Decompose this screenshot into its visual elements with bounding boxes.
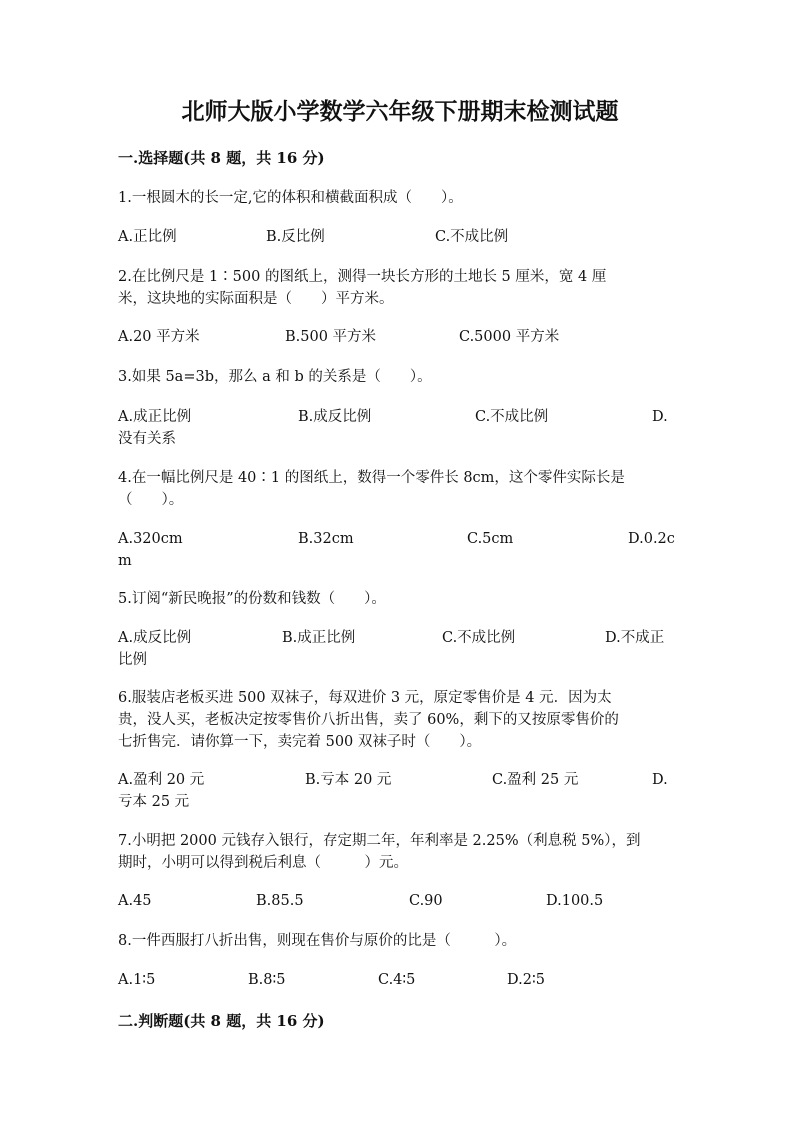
- question-6-options: [118, 769, 678, 813]
- question-line: 期时，小明可以得到税后利息（ ）元。: [118, 855, 408, 871]
- option-a: A.20 平方米: [118, 329, 200, 345]
- option-d-wrap: 比例: [118, 652, 147, 668]
- option-a: A.320cm: [118, 531, 183, 547]
- question-line: 3.如果 5a=3b，那么 a 和 b 的关系是（ ）。: [118, 369, 432, 385]
- option-b: B.500 平方米: [285, 329, 377, 345]
- option-d: D.不成正: [605, 630, 665, 646]
- question-line: 1.一根圆木的长一定,它的体积和横截面积成（ ）。: [118, 190, 463, 206]
- option-c: C.5cm: [467, 531, 514, 547]
- option-c: C.盈利 25 元: [492, 772, 579, 788]
- question-2-options: [118, 326, 678, 370]
- option-b: B.85.5: [256, 893, 304, 909]
- option-b: B.反比例: [266, 229, 325, 245]
- option-b: B.成反比例: [298, 409, 372, 425]
- question-7-options: [118, 890, 678, 934]
- question-1-options: [118, 226, 678, 270]
- option-d: D.2∶5: [507, 972, 545, 988]
- question-8-stem: [118, 930, 678, 952]
- option-c: C.不成比例: [435, 229, 509, 245]
- option-c: C.5000 平方米: [459, 329, 560, 345]
- option-a: A.45: [118, 893, 152, 909]
- option-d: D.: [652, 409, 668, 425]
- page-title: 北师大版小学数学六年级下册期末检测试题: [181, 98, 619, 125]
- question-line: 贵，没人买，老板决定按零售价八折出售，卖了 60%，剩下的又按原零售价的: [118, 712, 619, 728]
- option-b: B.成正比例: [282, 630, 356, 646]
- question-3-options: [118, 406, 678, 450]
- question-line: 4.在一幅比例尺是 40∶1 的图纸上，数得一个零件长 8cm，这个零件实际长是: [118, 470, 625, 486]
- question-4-options: [118, 528, 678, 572]
- question-6-stem: [118, 687, 678, 753]
- option-b: B.32cm: [298, 531, 354, 547]
- option-d-wrap: 亏本 25 元: [118, 794, 190, 810]
- option-c: C.90: [409, 893, 443, 909]
- option-c: C.不成比例: [442, 630, 516, 646]
- question-8-options: [118, 969, 678, 1013]
- question-3-stem: [118, 366, 678, 388]
- question-line: 7.小明把 2000 元钱存入银行，存定期二年，年利率是 2.25%（利息税 5%），到: [118, 833, 641, 849]
- question-4-stem: [118, 467, 678, 511]
- question-7-stem: [118, 830, 678, 874]
- option-d-wrap: 没有关系: [118, 431, 176, 447]
- option-a: A.成反比例: [118, 630, 192, 646]
- question-line: 2.在比例尺是 1∶500 的图纸上，测得一块长方形的土地长 5 厘米，宽 4 厘: [118, 269, 607, 285]
- option-d-wrap: m: [118, 553, 132, 569]
- question-line: 5.订阅“新民晚报”的份数和钱数（ ）。: [118, 591, 386, 607]
- question-2-stem: [118, 266, 678, 310]
- option-d: D.0.2c: [628, 531, 675, 547]
- question-line: 6.服装店老板买进 500 双袜子，每双进价 3 元，原定零售价是 4 元．因为太: [118, 690, 612, 706]
- option-a: A.成正比例: [118, 409, 192, 425]
- option-d: D.: [652, 772, 668, 788]
- option-c: C.4∶5: [378, 972, 416, 988]
- option-a: A.正比例: [118, 229, 177, 245]
- section-heading-choice: 一.选择题(共 8 题，共 16 分): [118, 149, 325, 167]
- option-a: A.1∶5: [118, 972, 156, 988]
- option-b: B.8∶5: [248, 972, 286, 988]
- option-a: A.盈利 20 元: [118, 772, 205, 788]
- question-1-stem: [118, 187, 678, 209]
- option-c: C.不成比例: [475, 409, 549, 425]
- question-line: 8.一件西服打八折出售，则现在售价与原价的比是（ ）。: [118, 933, 517, 949]
- section-heading-judgment: 二.判断题(共 8 题，共 16 分): [118, 1012, 325, 1030]
- question-5-stem: [118, 588, 678, 610]
- question-line: 七折售完．请你算一下，卖完着 500 双袜子时（ ）。: [118, 734, 482, 750]
- option-d: D.100.5: [546, 893, 604, 909]
- question-line: （ ）。: [118, 492, 184, 508]
- option-b: B.亏本 20 元: [305, 772, 392, 788]
- question-5-options: [118, 627, 678, 671]
- question-line: 米，这块地的实际面积是（ ）平方米。: [118, 291, 394, 307]
